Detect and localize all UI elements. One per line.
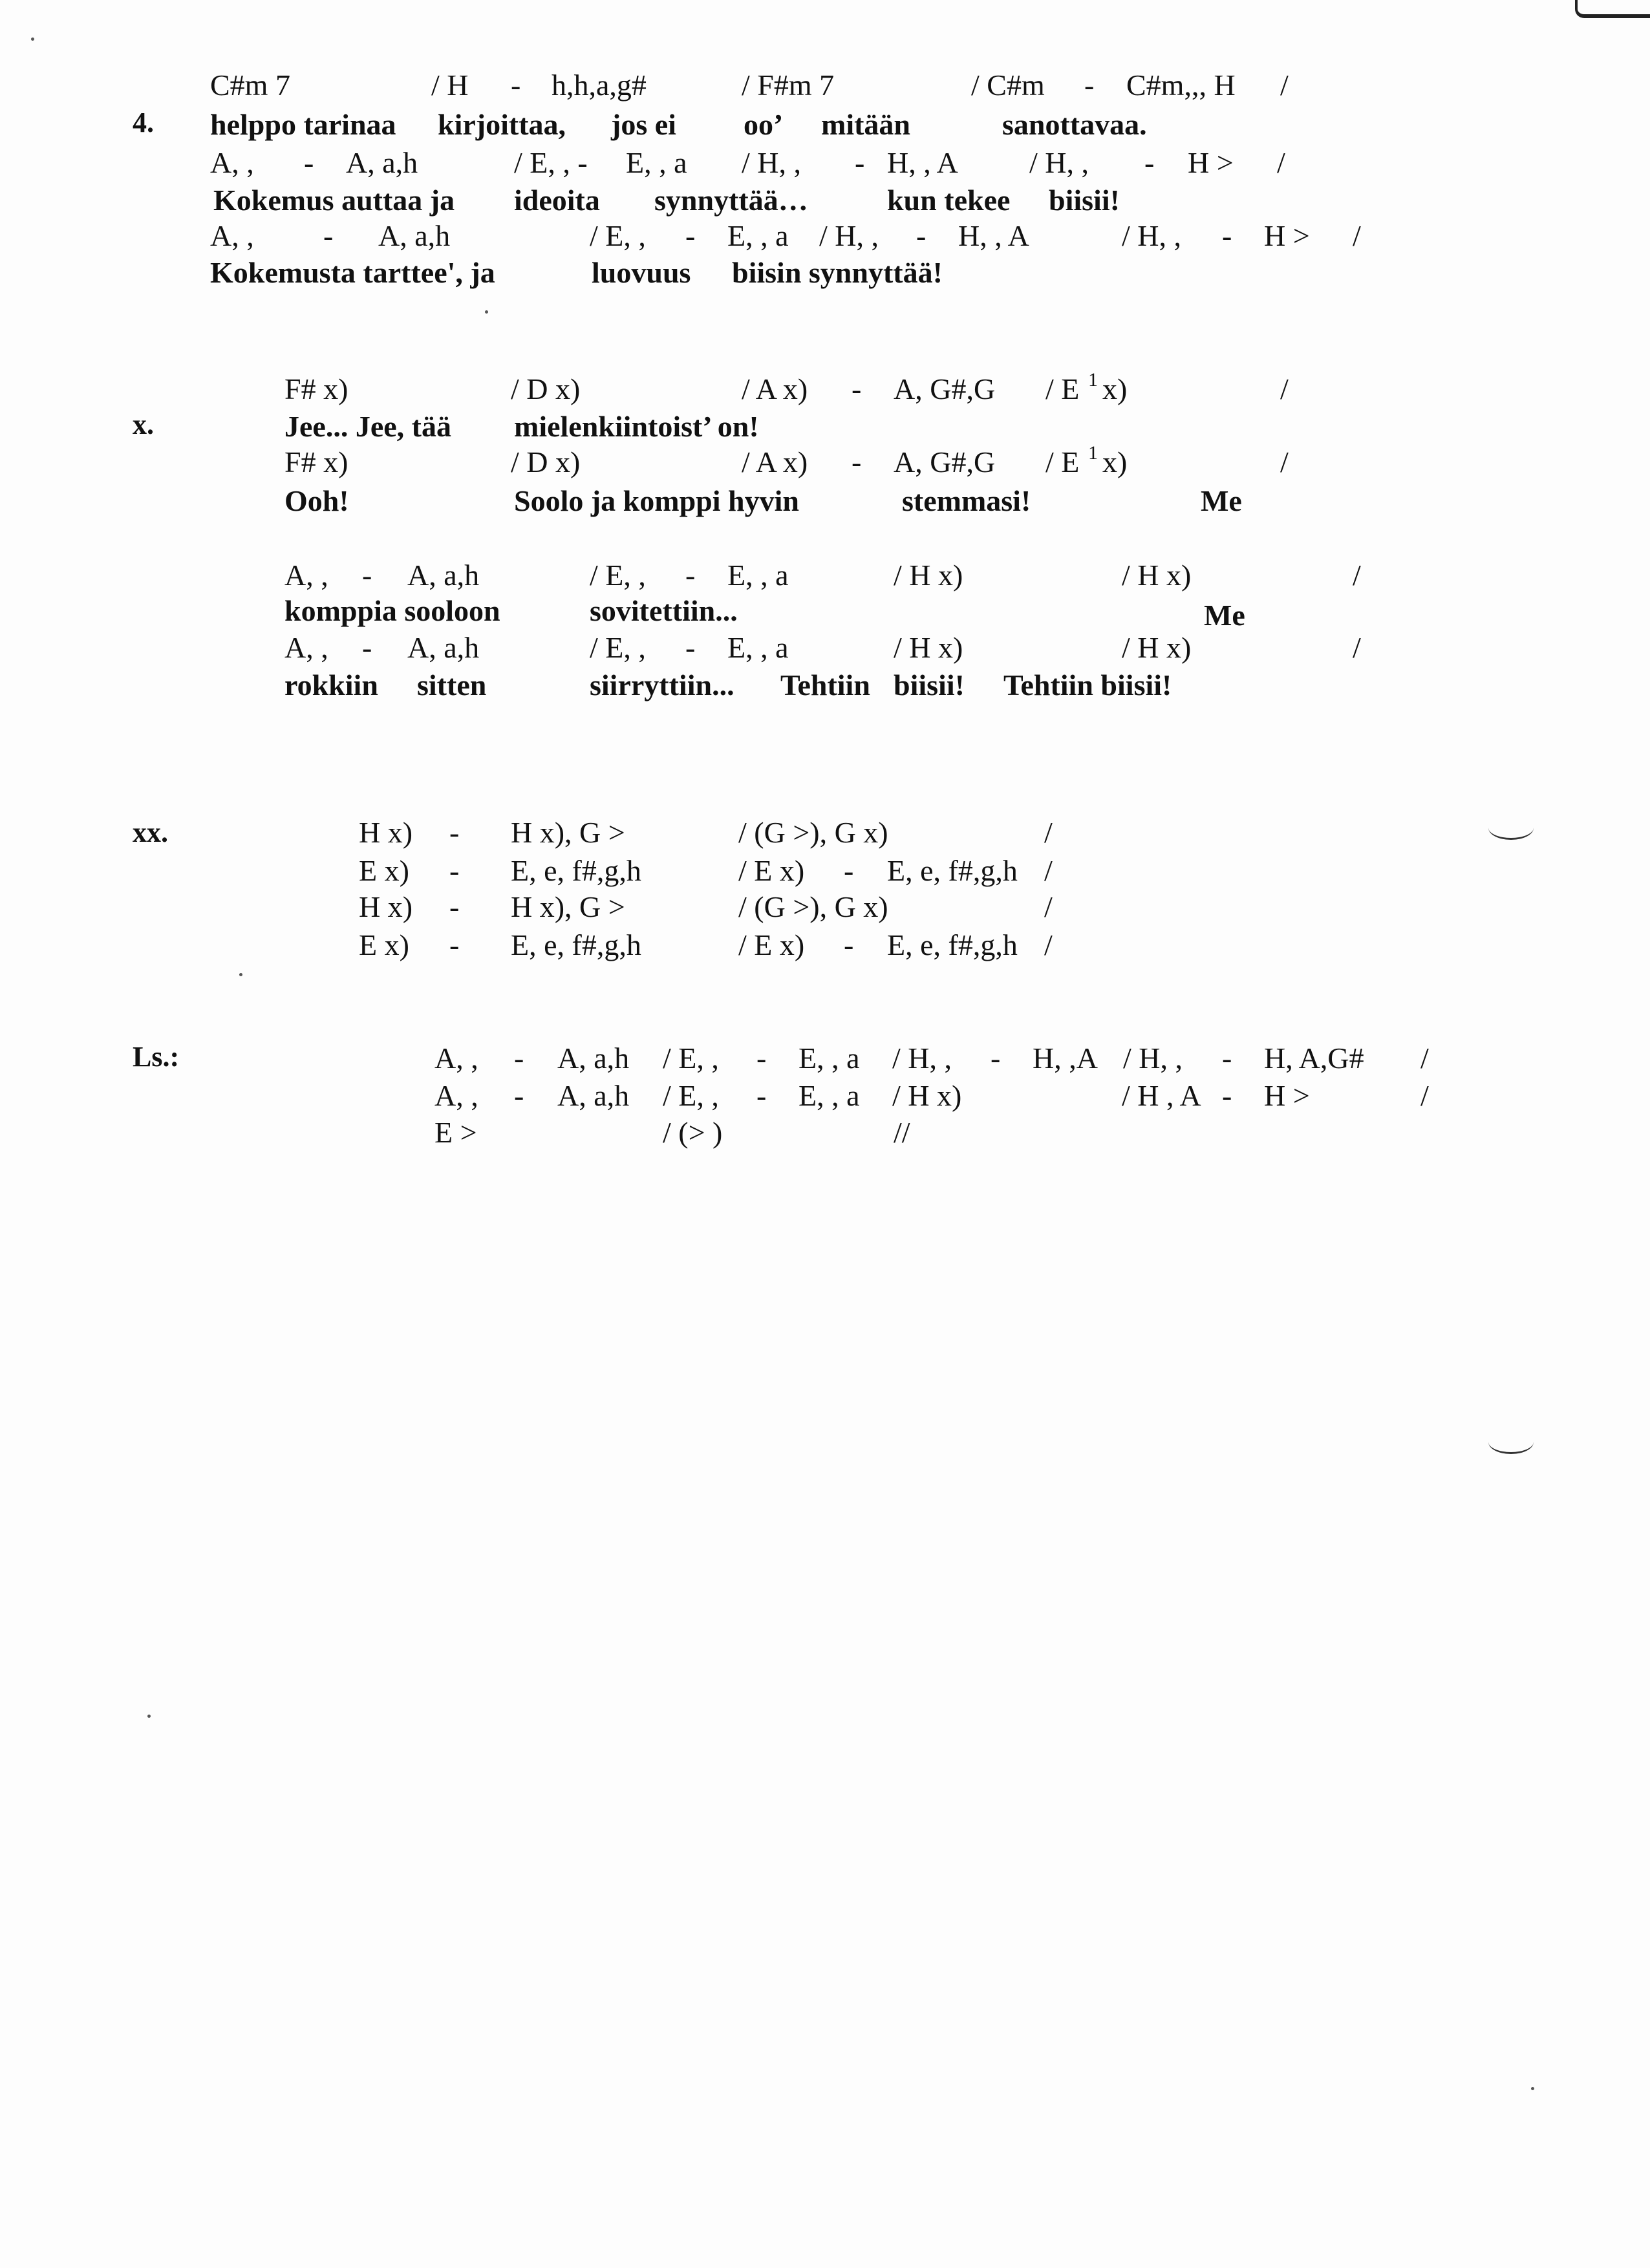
chord: / C#m — [971, 69, 1045, 102]
chord: x) — [1102, 372, 1128, 405]
chord: / E, , — [663, 1079, 719, 1112]
chord-line — [0, 217, 1650, 255]
chord: / H — [431, 69, 469, 102]
dash: - — [511, 69, 521, 102]
chord: H, A,G# — [1264, 1042, 1364, 1075]
lyric: Kokemusta tarttee', ja — [210, 256, 495, 289]
chord-line — [0, 628, 1650, 667]
chord-line — [0, 813, 1650, 852]
bar-slash: / — [1353, 219, 1361, 252]
lyric: synnyttää… — [654, 184, 808, 217]
section-label-ls: Ls.: — [133, 1041, 180, 1073]
chord: / H, , — [819, 219, 879, 252]
chord: / E, , - — [514, 146, 588, 179]
chord: / E, , — [590, 631, 646, 664]
punch-hole-mark — [1488, 816, 1534, 840]
chord: E, e, f#,g,h — [887, 928, 1018, 961]
lyric: Ooh! — [284, 484, 349, 517]
end-mark: // — [894, 1116, 910, 1149]
dash: - — [852, 445, 862, 478]
chord: A, a,h — [378, 219, 451, 252]
lyric: oo’ — [744, 108, 784, 141]
chord: / H x) — [894, 631, 963, 664]
chord-line — [0, 888, 1650, 926]
chord: / A x) — [742, 372, 808, 405]
dash: - — [685, 559, 696, 592]
chord: F# x) — [284, 445, 348, 478]
chord: E, , a — [798, 1042, 860, 1075]
chord: C#m,,, H — [1126, 69, 1236, 102]
dash: - — [844, 928, 854, 961]
chord: / A x) — [742, 445, 808, 478]
chord-line — [0, 851, 1650, 890]
lyric: biisin synnyttää! — [732, 256, 943, 289]
chord: A, a,h — [407, 631, 480, 664]
chord-line — [0, 1076, 1650, 1115]
chord: / E, , — [663, 1042, 719, 1075]
lyric: mielenkiintoist’ on! — [514, 410, 759, 443]
chord: / F#m 7 — [742, 69, 835, 102]
chord-line — [0, 443, 1650, 482]
chord: E, e, f#,g,h — [511, 854, 641, 887]
chord-line — [0, 1039, 1650, 1078]
chord: A, , — [434, 1079, 478, 1112]
chord: E, , a — [727, 631, 789, 664]
page-edge-mark — [1575, 0, 1650, 18]
lyric-line — [0, 181, 1650, 220]
dash: - — [916, 219, 927, 252]
chord: / H x) — [1122, 631, 1192, 664]
chord: H x) — [359, 816, 413, 849]
bar-slash: / — [1353, 559, 1361, 592]
bar-slash: / — [1420, 1042, 1429, 1075]
chord: A, G#,G — [894, 445, 996, 478]
chord: / E — [1045, 445, 1080, 478]
chord: E x) — [359, 854, 409, 887]
chord: / H, , — [1029, 146, 1089, 179]
lyric: Tehtiin biisii! — [1003, 669, 1172, 701]
dash: - — [514, 1079, 524, 1112]
chord: H > — [1264, 219, 1310, 252]
chord: / H x) — [894, 559, 963, 592]
lyric: jos ei — [611, 108, 676, 141]
bar-slash: / — [1280, 372, 1289, 405]
bar-slash: / — [1044, 928, 1053, 961]
lyric: mitään — [821, 108, 910, 141]
section-label-4: 4. — [133, 107, 154, 138]
chord: H > — [1188, 146, 1234, 179]
lyric: Me — [1201, 484, 1242, 517]
chord: A, a,h — [346, 146, 418, 179]
chord: E x) — [359, 928, 409, 961]
lyric: sovitettiin... — [590, 594, 738, 627]
dash: - — [449, 816, 460, 849]
lyric: Tehtiin — [780, 669, 870, 701]
chord: E, , a — [626, 146, 687, 179]
lyric: Soolo ja komppi hyvin — [514, 484, 799, 517]
lyric: biisii! — [894, 669, 965, 701]
chord: H x), G > — [511, 890, 625, 923]
dash: - — [514, 1042, 524, 1075]
punch-hole-mark — [1488, 1430, 1534, 1454]
chord: / E, , — [590, 219, 646, 252]
dash: - — [449, 928, 460, 961]
chord: / (G >), G x) — [738, 890, 888, 923]
lyric: ideoita — [514, 184, 600, 217]
lyric-line — [0, 482, 1650, 520]
lyric: Kokemus auttaa ja — [213, 184, 455, 217]
chord: A, , — [210, 146, 254, 179]
chord: H > — [1264, 1079, 1310, 1112]
lyric-line — [0, 666, 1650, 705]
lyric: kun tekee — [887, 184, 1011, 217]
chord-line — [0, 1113, 1650, 1152]
scan-speck — [31, 37, 34, 41]
chord: / E — [1045, 372, 1080, 405]
lyric-line — [0, 253, 1650, 292]
lyric-line — [0, 407, 1650, 446]
chord: h,h,a,g# — [552, 69, 647, 102]
dash: - — [1222, 1079, 1232, 1112]
bar-slash: / — [1044, 854, 1053, 887]
superscript: 1 — [1088, 369, 1098, 390]
dash: - — [1144, 146, 1155, 179]
bar-slash: / — [1280, 445, 1289, 478]
dash: - — [304, 146, 314, 179]
lyric: siirryttiin... — [590, 669, 734, 701]
chord: A, a,h — [407, 559, 480, 592]
bar-slash: / — [1280, 69, 1289, 102]
chord: H x), G > — [511, 816, 625, 849]
scan-speck — [1531, 2087, 1534, 2090]
chord: / H , A — [1122, 1079, 1201, 1112]
lyric: luovuus — [592, 256, 691, 289]
dash: - — [685, 631, 696, 664]
chord: A, a,h — [557, 1079, 630, 1112]
lyric: rokkiin — [284, 669, 378, 701]
lyric: Jee... Jee, tää — [284, 410, 451, 443]
dash: - — [756, 1042, 767, 1075]
scan-speck — [239, 973, 242, 976]
chord: / H x) — [892, 1079, 962, 1112]
chord: A, G#,G — [894, 372, 996, 405]
lyric: sitten — [417, 669, 487, 701]
chord: E, e, f#,g,h — [511, 928, 641, 961]
chord: / (> ) — [663, 1116, 723, 1149]
dash: - — [1222, 219, 1232, 252]
chord: / H, , — [1122, 219, 1181, 252]
bar-slash: / — [1353, 631, 1361, 664]
dash: - — [1222, 1042, 1232, 1075]
chord: H, , A — [887, 146, 958, 179]
lyric: biisii! — [1049, 184, 1120, 217]
lyric: Me — [1204, 599, 1245, 632]
section-label-xx: xx. — [133, 817, 168, 848]
superscript: 1 — [1088, 442, 1098, 464]
section-label-x: x. — [133, 409, 154, 440]
chord: E > — [434, 1116, 477, 1149]
chord-line — [0, 926, 1650, 965]
bar-slash: / — [1044, 816, 1053, 849]
bar-slash: / — [1044, 890, 1053, 923]
chord: C#m 7 — [210, 69, 290, 102]
dash: - — [323, 219, 334, 252]
chord: / E x) — [738, 854, 805, 887]
chord: H, ,A — [1033, 1042, 1098, 1075]
chord-line — [0, 66, 1650, 105]
chord-line — [0, 556, 1650, 595]
lyric: sanottavaa. — [1002, 108, 1147, 141]
chord-line — [0, 370, 1650, 409]
chord: A, a,h — [557, 1042, 630, 1075]
chord: A, , — [284, 631, 328, 664]
chord: H x) — [359, 890, 413, 923]
lyric: stemmasi! — [902, 484, 1031, 517]
chord: / E, , — [590, 559, 646, 592]
chord: F# x) — [284, 372, 348, 405]
dash: - — [362, 631, 372, 664]
chord: E, , a — [727, 219, 789, 252]
dash: - — [855, 146, 865, 179]
chord: E, , a — [798, 1079, 860, 1112]
dash: - — [685, 219, 696, 252]
dash: - — [852, 372, 862, 405]
chord: / E x) — [738, 928, 805, 961]
chord-line — [0, 144, 1650, 182]
chord: / D x) — [511, 372, 581, 405]
bar-slash: / — [1277, 146, 1285, 179]
chord: / H, , — [892, 1042, 952, 1075]
dash: - — [449, 890, 460, 923]
chord: A, , — [434, 1042, 478, 1075]
chord: E, , a — [727, 559, 789, 592]
bar-slash: / — [1420, 1079, 1429, 1112]
chord: / H, , — [742, 146, 801, 179]
chord: / H x) — [1122, 559, 1192, 592]
chord: A, , — [210, 219, 254, 252]
lyric: kirjoittaa, — [438, 108, 566, 141]
chord: / H, , — [1123, 1042, 1183, 1075]
chord: / D x) — [511, 445, 581, 478]
chord: H, , A — [958, 219, 1029, 252]
dash: - — [991, 1042, 1001, 1075]
dash: - — [1084, 69, 1095, 102]
chord: A, , — [284, 559, 328, 592]
dash: - — [449, 854, 460, 887]
dash: - — [844, 854, 854, 887]
lyric-line — [0, 105, 1650, 144]
dash: - — [756, 1079, 767, 1112]
dash: - — [362, 559, 372, 592]
scan-speck — [485, 310, 488, 314]
lyric: komppia sooloon — [284, 594, 500, 627]
lyric: helppo tarinaa — [210, 108, 396, 141]
chord: E, e, f#,g,h — [887, 854, 1018, 887]
chord: / (G >), G x) — [738, 816, 888, 849]
chord: x) — [1102, 445, 1128, 478]
scan-speck — [147, 1715, 151, 1718]
